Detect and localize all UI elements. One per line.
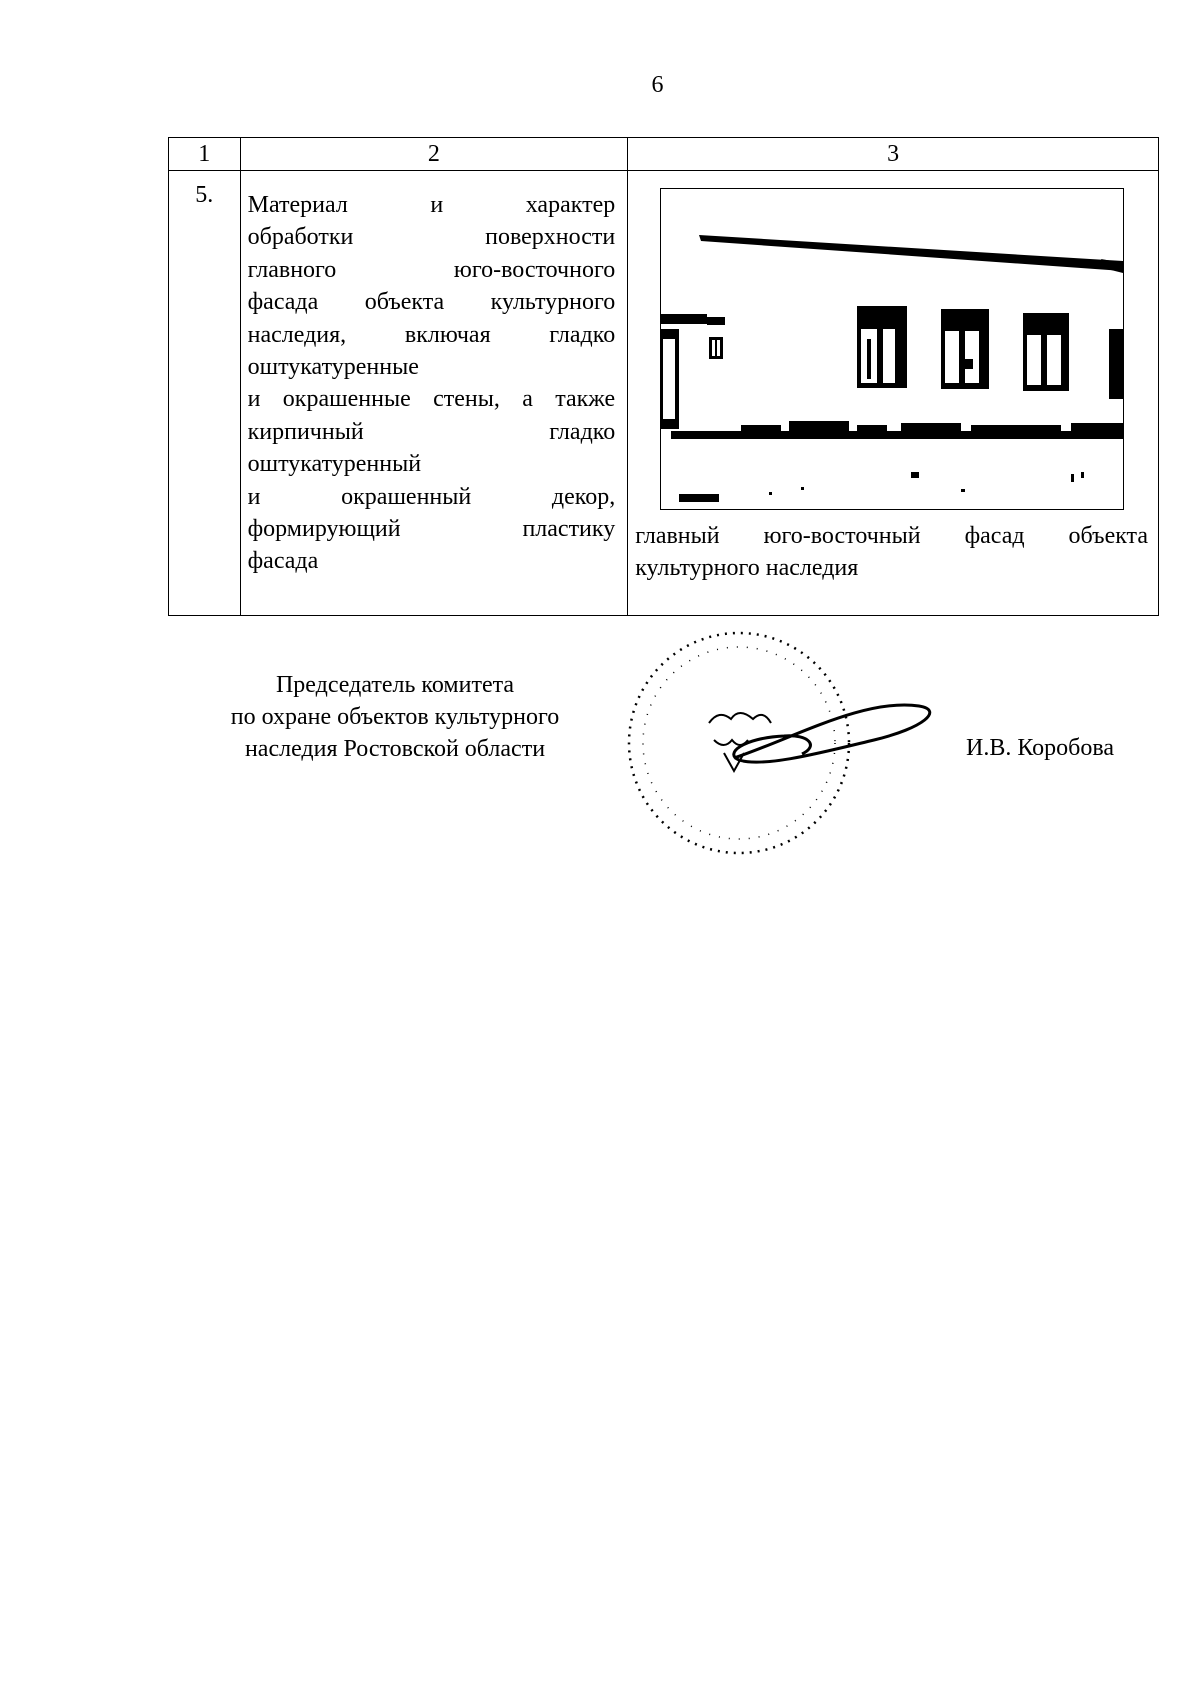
caption-line: главный юго-восточный фасад объекта xyxy=(635,523,1148,549)
description-line: и окрашенные стены, а также xyxy=(247,386,616,413)
table-row xyxy=(169,171,1159,616)
position-line: наследия Ростовской области xyxy=(244,736,546,762)
header-col-2: 2 xyxy=(240,138,628,171)
caption-line: культурного наследия xyxy=(635,555,859,582)
description-line: и окрашенный декор, xyxy=(247,483,616,510)
description-line: главного юго-восточного xyxy=(247,256,616,283)
description-line: обработки поверхности xyxy=(247,224,616,251)
signatory-position xyxy=(190,669,600,765)
seal-outer-ring xyxy=(629,633,849,853)
seal-inner-ring xyxy=(643,647,835,839)
description-line: наследия, включая гладко xyxy=(247,321,616,348)
position-line: Председатель комитета xyxy=(275,672,515,698)
description-line: оштукатуренный xyxy=(247,451,422,478)
description-cell xyxy=(240,171,628,616)
photo-cell xyxy=(628,171,1159,616)
table-header-row xyxy=(169,138,1159,171)
objects-table xyxy=(168,137,1159,616)
facade-photo xyxy=(660,188,1124,510)
description-line: фасада объекта культурного xyxy=(247,289,616,316)
description-line: кирпичный гладко xyxy=(247,418,616,445)
description-line: формирующий пластику xyxy=(247,516,616,543)
description-line: Материал и характер xyxy=(247,192,616,218)
row-number: 5. xyxy=(195,182,214,208)
header-col-1: 1 xyxy=(169,138,241,171)
stamp-and-signature xyxy=(624,628,944,868)
signer-name: И.В. Коробова xyxy=(966,735,1115,761)
header-col-3: 3 xyxy=(628,138,1159,171)
handwritten-signature xyxy=(734,705,930,762)
description-text xyxy=(241,171,628,615)
photo-caption xyxy=(628,510,1158,587)
position-line: по охране объектов культурного xyxy=(230,704,560,730)
row-number-cell xyxy=(169,171,241,616)
description-line: фасада xyxy=(247,548,319,575)
facade-photo-image xyxy=(661,189,1123,509)
description-line: оштукатуренные xyxy=(247,354,419,381)
page-number: 6 xyxy=(651,72,664,98)
